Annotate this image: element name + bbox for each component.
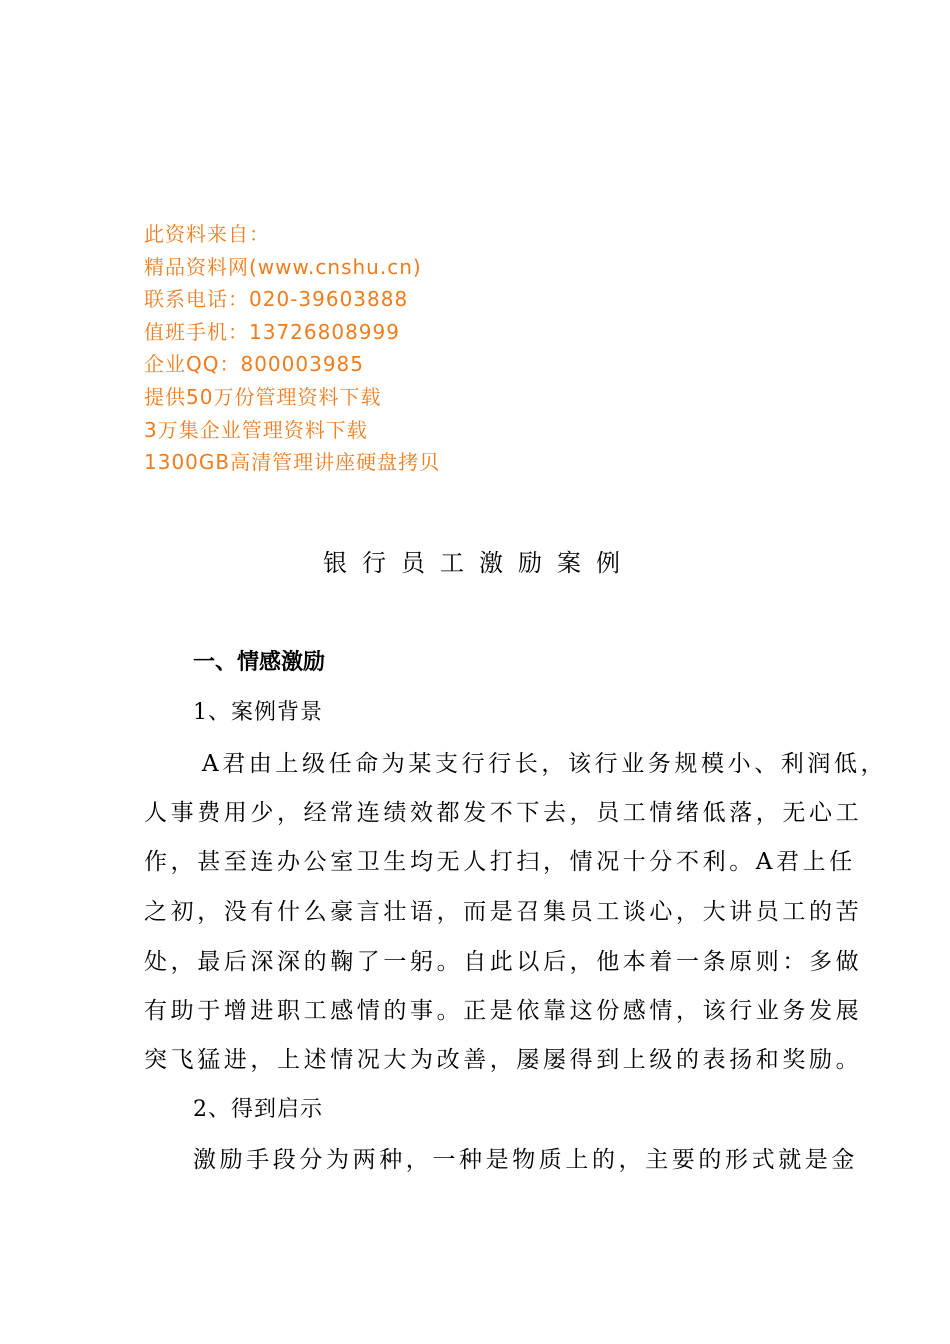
paragraph-line: 处，最后深深的鞠了一躬。自此以后，他本着一条原则：多做 [144, 949, 863, 975]
paragraph-line: 之初，没有什么豪言壮语，而是召集员工谈心，大讲员工的苦 [144, 899, 863, 925]
paragraph-line: 人事费用少，经常连绩效都发不下去，员工情绪低落，无心工 [144, 800, 863, 826]
paragraph-line: 作，甚至连办公室卫生均无人打扫，情况十分不利。A君上任 [144, 849, 856, 875]
promo-offer-3: 1300GB高清管理讲座硬盘拷贝 [144, 450, 441, 475]
paragraph-line: 激励手段分为两种，一种是物质上的，主要的形式就是金 [193, 1147, 858, 1173]
promo-block [144, 218, 744, 479]
promo-website-link: 精品资料网(www.cnshu.cn) [144, 254, 422, 279]
paragraph-line: 突飞猛进，上述情况大为改善，屡屡得到上级的表扬和奖励。 [144, 1047, 863, 1073]
document-title: 银行员工激励案例 [323, 549, 635, 577]
section-heading: 一、情感激励 [193, 650, 326, 675]
promo-offer-2: 3万集企业管理资料下载 [144, 417, 368, 442]
promo-source-label: 此资料来自： [144, 222, 270, 246]
subheading-insight: 2、得到启示 [193, 1097, 323, 1122]
paragraph-line: A君由上级任命为某支行行长，该行业务规模小、利润低， [202, 751, 888, 777]
promo-phone: 联系电话：020-39603888 [144, 287, 409, 312]
promo-offer-1: 提供50万份管理资料下载 [144, 384, 382, 409]
promo-mobile: 值班手机：13726808999 [144, 319, 400, 344]
subheading-background: 1、案例背景 [193, 700, 323, 725]
promo-qq: 企业QQ：800003985 [144, 352, 365, 377]
paragraph-line: 有助于增进职工感情的事。正是依靠这份感情，该行业务发展 [144, 998, 863, 1024]
